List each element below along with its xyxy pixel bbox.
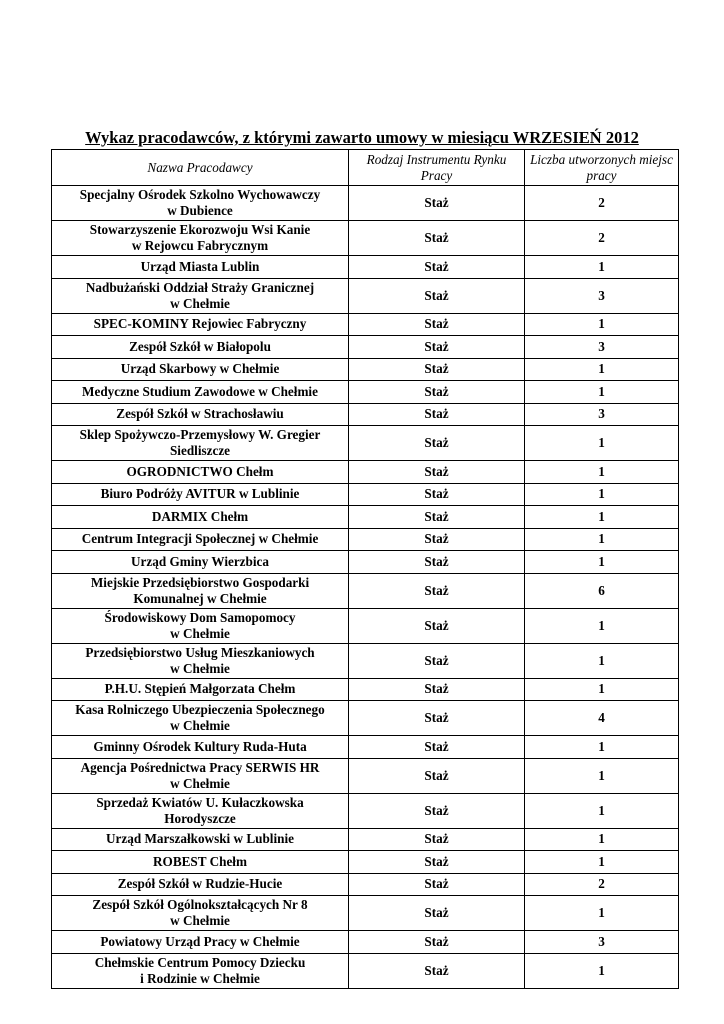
table-row bbox=[52, 573, 679, 608]
table-row bbox=[52, 828, 679, 851]
instrument-type-cell: Staż bbox=[349, 873, 525, 896]
jobs-created-cell: 1 bbox=[525, 608, 679, 643]
instrument-type-cell: Staż bbox=[349, 736, 525, 759]
employer-name-cell: Powiatowy Urząd Pracy w Chełmie bbox=[52, 931, 349, 954]
jobs-created-cell: 2 bbox=[525, 873, 679, 896]
employer-name-cell: Środowiskowy Dom Samopomocy w Chełmie bbox=[52, 608, 349, 643]
table-row bbox=[52, 953, 679, 988]
instrument-type-cell: Staż bbox=[349, 643, 525, 678]
instrument-type-cell: Staż bbox=[349, 931, 525, 954]
table-row bbox=[52, 551, 679, 574]
jobs-created-cell: 1 bbox=[525, 461, 679, 484]
jobs-created-cell: 1 bbox=[525, 896, 679, 931]
jobs-created-cell: 3 bbox=[525, 336, 679, 359]
table-row bbox=[52, 426, 679, 461]
table-row bbox=[52, 403, 679, 426]
jobs-created-cell: 1 bbox=[525, 358, 679, 381]
table-row bbox=[52, 701, 679, 736]
document-title: Wykaz pracodawców, z którymi zawarto umowy w miesiącu WRZESIEŃ 2012 bbox=[85, 128, 639, 147]
instrument-type-cell: Staż bbox=[349, 851, 525, 874]
jobs-created-cell: 1 bbox=[525, 256, 679, 279]
instrument-type-cell: Staż bbox=[349, 608, 525, 643]
employer-name-cell: Zespół Szkół Ogólnokształcących Nr 8 w Chełmie bbox=[52, 896, 349, 931]
employer-name-cell: SPEC-KOMINY Rejowiec Fabryczny bbox=[52, 313, 349, 336]
table-row bbox=[52, 931, 679, 954]
employer-name-cell: ROBEST Chełm bbox=[52, 851, 349, 874]
instrument-type-cell: Staż bbox=[349, 186, 525, 221]
instrument-type-cell: Staż bbox=[349, 461, 525, 484]
instrument-type-cell: Staż bbox=[349, 896, 525, 931]
employer-name-cell: Medyczne Studium Zawodowe w Chełmie bbox=[52, 381, 349, 404]
table-row bbox=[52, 873, 679, 896]
instrument-type-cell: Staż bbox=[349, 221, 525, 256]
table-row bbox=[52, 643, 679, 678]
jobs-created-cell: 1 bbox=[525, 793, 679, 828]
jobs-created-cell: 1 bbox=[525, 313, 679, 336]
jobs-created-cell: 1 bbox=[525, 381, 679, 404]
instrument-type-cell: Staż bbox=[349, 678, 525, 701]
header-jobs-created: Liczba utworzonych miejsc pracy bbox=[525, 150, 679, 186]
employer-name-cell: OGRODNICTWO Chełm bbox=[52, 461, 349, 484]
table-row bbox=[52, 358, 679, 381]
table-row bbox=[52, 221, 679, 256]
employer-name-cell: Urząd Gminy Wierzbica bbox=[52, 551, 349, 574]
jobs-created-cell: 1 bbox=[525, 828, 679, 851]
table-row bbox=[52, 336, 679, 359]
table-row bbox=[52, 528, 679, 551]
employer-name-cell: Zespół Szkół w Białopolu bbox=[52, 336, 349, 359]
table-row bbox=[52, 483, 679, 506]
table-row bbox=[52, 736, 679, 759]
table-row bbox=[52, 608, 679, 643]
employer-name-cell: Urząd Skarbowy w Chełmie bbox=[52, 358, 349, 381]
instrument-type-cell: Staż bbox=[349, 313, 525, 336]
employer-name-cell: Gminny Ośrodek Kultury Ruda-Huta bbox=[52, 736, 349, 759]
instrument-type-cell: Staż bbox=[349, 953, 525, 988]
jobs-created-cell: 1 bbox=[525, 678, 679, 701]
table-row bbox=[52, 896, 679, 931]
jobs-created-cell: 1 bbox=[525, 506, 679, 529]
table-header-row bbox=[52, 150, 679, 186]
employer-name-cell: P.H.U. Stępień Małgorzata Chełm bbox=[52, 678, 349, 701]
jobs-created-cell: 1 bbox=[525, 736, 679, 759]
instrument-type-cell: Staż bbox=[349, 701, 525, 736]
jobs-created-cell: 2 bbox=[525, 186, 679, 221]
employer-name-cell: Kasa Rolniczego Ubezpieczenia Społecznego w Chełmie bbox=[52, 701, 349, 736]
instrument-type-cell: Staż bbox=[349, 256, 525, 279]
instrument-type-cell: Staż bbox=[349, 403, 525, 426]
table-row bbox=[52, 278, 679, 313]
employer-name-cell: Zespół Szkół w Strachosławiu bbox=[52, 403, 349, 426]
employer-name-cell: Urząd Marszałkowski w Lublinie bbox=[52, 828, 349, 851]
employer-name-cell: Agencja Pośrednictwa Pracy SERWIS HR w Chełmie bbox=[52, 758, 349, 793]
jobs-created-cell: 1 bbox=[525, 953, 679, 988]
employer-name-cell: Biuro Podróży AVITUR w Lublinie bbox=[52, 483, 349, 506]
jobs-created-cell: 1 bbox=[525, 528, 679, 551]
jobs-created-cell: 1 bbox=[525, 483, 679, 506]
jobs-created-cell: 3 bbox=[525, 931, 679, 954]
instrument-type-cell: Staż bbox=[349, 426, 525, 461]
jobs-created-cell: 1 bbox=[525, 643, 679, 678]
employer-name-cell: Specjalny Ośrodek Szkolno Wychowawczy w Dubience bbox=[52, 186, 349, 221]
jobs-created-cell: 1 bbox=[525, 758, 679, 793]
jobs-created-cell: 1 bbox=[525, 551, 679, 574]
instrument-type-cell: Staż bbox=[349, 381, 525, 404]
jobs-created-cell: 2 bbox=[525, 221, 679, 256]
employer-name-cell: Sklep Spożywczo-Przemysłowy W. Gregier Siedliszcze bbox=[52, 426, 349, 461]
employer-name-cell: Centrum Integracji Społecznej w Chełmie bbox=[52, 528, 349, 551]
employer-name-cell: Przedsiębiorstwo Usług Mieszkaniowych w Chełmie bbox=[52, 643, 349, 678]
jobs-created-cell: 1 bbox=[525, 426, 679, 461]
table-row bbox=[52, 793, 679, 828]
instrument-type-cell: Staż bbox=[349, 551, 525, 574]
employer-name-cell: Chełmskie Centrum Pomocy Dziecku i Rodzinie w Chełmie bbox=[52, 953, 349, 988]
table-row bbox=[52, 506, 679, 529]
instrument-type-cell: Staż bbox=[349, 528, 525, 551]
employer-name-cell: Sprzedaż Kwiatów U. Kułaczkowska Horodyszcze bbox=[52, 793, 349, 828]
jobs-created-cell: 3 bbox=[525, 278, 679, 313]
table-row bbox=[52, 851, 679, 874]
employers-table bbox=[51, 149, 679, 989]
instrument-type-cell: Staż bbox=[349, 793, 525, 828]
table-row bbox=[52, 678, 679, 701]
table-row bbox=[52, 758, 679, 793]
jobs-created-cell: 4 bbox=[525, 701, 679, 736]
employer-name-cell: Zespół Szkół w Rudzie-Hucie bbox=[52, 873, 349, 896]
table-row bbox=[52, 186, 679, 221]
employer-name-cell: Stowarzyszenie Ekorozwoju Wsi Kanie w Rejowcu Fabrycznym bbox=[52, 221, 349, 256]
jobs-created-cell: 3 bbox=[525, 403, 679, 426]
instrument-type-cell: Staż bbox=[349, 336, 525, 359]
instrument-type-cell: Staż bbox=[349, 828, 525, 851]
table-row bbox=[52, 461, 679, 484]
instrument-type-cell: Staż bbox=[349, 483, 525, 506]
instrument-type-cell: Staż bbox=[349, 278, 525, 313]
table-row bbox=[52, 313, 679, 336]
table-row bbox=[52, 381, 679, 404]
table-row bbox=[52, 256, 679, 279]
jobs-created-cell: 6 bbox=[525, 573, 679, 608]
jobs-created-cell: 1 bbox=[525, 851, 679, 874]
instrument-type-cell: Staż bbox=[349, 758, 525, 793]
instrument-type-cell: Staż bbox=[349, 573, 525, 608]
header-employer-name: Nazwa Pracodawcy bbox=[52, 150, 349, 186]
instrument-type-cell: Staż bbox=[349, 358, 525, 381]
employer-name-cell: Miejskie Przedsiębiorstwo Gospodarki Komunalnej w Chełmie bbox=[52, 573, 349, 608]
instrument-type-cell: Staż bbox=[349, 506, 525, 529]
employer-name-cell: Nadbużański Oddział Straży Granicznej w Chełmie bbox=[52, 278, 349, 313]
header-instrument-type: Rodzaj Instrumentu Rynku Pracy bbox=[349, 150, 525, 186]
employer-name-cell: DARMIX Chełm bbox=[52, 506, 349, 529]
employer-name-cell: Urząd Miasta Lublin bbox=[52, 256, 349, 279]
